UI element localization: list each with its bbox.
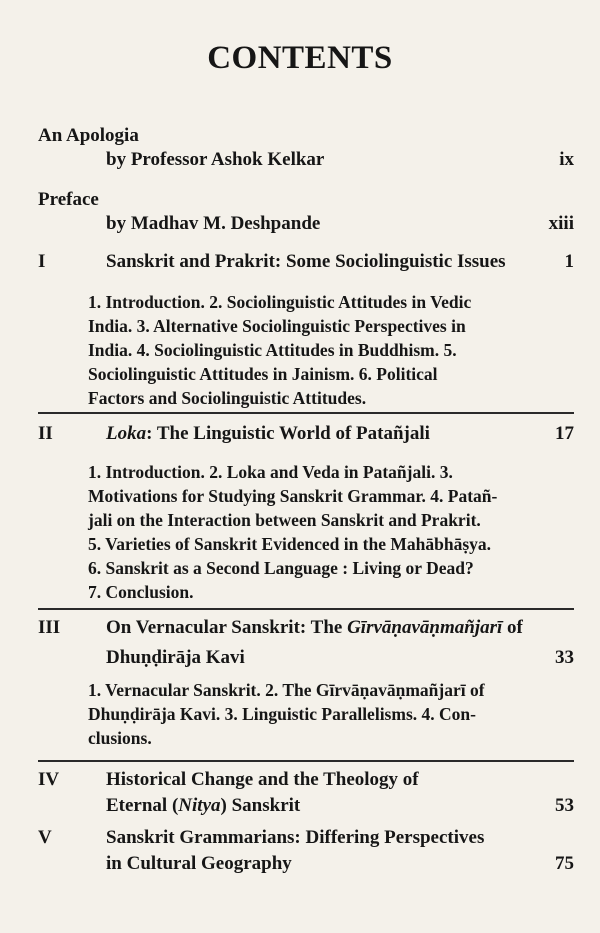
section-line: jali on the Interaction between Sanskrit and Prakrit.	[88, 510, 481, 530]
chapter-title-line-2: in Cultural Geography	[106, 853, 292, 874]
chapter-title-line	[106, 616, 574, 640]
chapter-title-line-1	[106, 616, 574, 640]
section-line: 1. Vernacular Sanskrit. 2. The Gīrvāṇavāṇmañjarī of	[88, 680, 485, 700]
front-entry-preface	[38, 188, 574, 236]
chapter-title-line	[106, 852, 574, 876]
chapter-title-block	[106, 768, 574, 818]
front-entry-apologia	[38, 124, 574, 172]
entry-byline-row	[106, 148, 574, 172]
entry-page-number: xiii	[548, 213, 574, 234]
entry-byline: by Professor Ashok Kelkar	[106, 149, 325, 170]
chapter-2-sections	[88, 460, 508, 604]
section-line: India. 3. Alternative Sociolinguistic Perspectives in	[88, 316, 466, 336]
section-line: Dhuṇḍirāja Kavi. 3. Linguistic Parallelisms. 4. Con-	[88, 704, 476, 724]
chapter-1-sections	[88, 290, 508, 410]
chapter-page-number: 33	[555, 647, 574, 668]
section-line: 7. Conclusion.	[88, 582, 194, 602]
section-line: 5. Varieties of Sanskrit Evidenced in the Mahābhāṣya.	[88, 534, 492, 554]
title-part: of	[502, 617, 523, 638]
title-part: ) Sanskrit	[220, 795, 301, 816]
page-title: CONTENTS	[207, 40, 393, 76]
chapter-title-row	[106, 250, 574, 274]
section-line: Motivations for Studying Sanskrit Grammar. 4. Patañ-	[88, 486, 498, 506]
chapter-number: IV	[38, 769, 60, 790]
entry-label: Preface	[38, 189, 99, 210]
chapter-number: II	[38, 423, 53, 444]
section-line: India. 4. Sociolinguistic Attitudes in Buddhism. 5.	[88, 340, 457, 360]
chapter-title-row	[106, 422, 574, 446]
divider-rule	[38, 760, 574, 762]
entry-byline: by Madhav M. Deshpande	[106, 213, 321, 234]
chapter-title: Sanskrit and Prakrit: Some Sociolinguistic Issues	[106, 251, 506, 272]
title-part: Eternal (	[106, 795, 179, 816]
chapter-number: I	[38, 251, 46, 272]
divider-rule	[38, 608, 574, 610]
entry-byline-row	[106, 212, 574, 236]
chapter-number: III	[38, 617, 61, 638]
chapter-1-heading	[38, 250, 574, 280]
chapter-3-sections	[88, 678, 508, 750]
chapter-title-block	[106, 616, 574, 670]
chapter-title	[106, 422, 574, 446]
chapter-title-italic: Loka	[106, 423, 147, 444]
chapter-page-number: 53	[555, 795, 574, 816]
section-line: clusions.	[88, 728, 152, 748]
divider-rule	[38, 412, 574, 414]
title-italic: Gīrvāṇavāṇmañjarī	[347, 617, 503, 638]
entry-label: An Apologia	[38, 125, 139, 146]
chapter-page-number: 1	[564, 251, 574, 272]
chapter-title-line-1: Sanskrit Grammarians: Differing Perspectives	[106, 827, 485, 848]
section-line: 1. Introduction. 2. Sociolinguistic Attitudes in Vedic	[88, 292, 472, 312]
chapter-title-line-1: Historical Change and the Theology of	[106, 769, 419, 790]
chapter-4-heading	[38, 768, 574, 820]
chapter-5-heading	[38, 826, 574, 880]
section-line: 1. Introduction. 2. Loka and Veda in Patañjali. 3.	[88, 462, 453, 482]
entry-page-number: ix	[559, 149, 574, 170]
chapter-number: V	[38, 827, 52, 848]
chapter-title-line-2: Dhuṇḍirāja Kavi	[106, 647, 245, 668]
title-part: On Vernacular Sanskrit: The	[106, 617, 348, 638]
section-line: Sociolinguistic Attitudes in Jainism. 6. Political	[88, 364, 438, 384]
section-line: 6. Sanskrit as a Second Language : Living or Dead?	[88, 558, 474, 578]
title-italic: Nitya	[178, 795, 221, 816]
chapter-title-line	[106, 646, 574, 670]
section-line: Factors and Sociolinguistic Attitudes.	[88, 388, 367, 408]
chapter-title-line	[106, 794, 574, 818]
chapter-page-number: 75	[555, 853, 574, 874]
chapter-title-line-2	[106, 794, 574, 818]
chapter-title-line	[106, 768, 574, 792]
chapter-2-heading	[38, 422, 574, 452]
chapter-title-rest: : The Linguistic World of Patañjali	[146, 423, 430, 444]
chapter-title-line	[106, 826, 574, 850]
chapter-title-block	[106, 826, 574, 876]
chapter-page-number: 17	[555, 423, 574, 444]
chapter-3-heading	[38, 616, 574, 666]
